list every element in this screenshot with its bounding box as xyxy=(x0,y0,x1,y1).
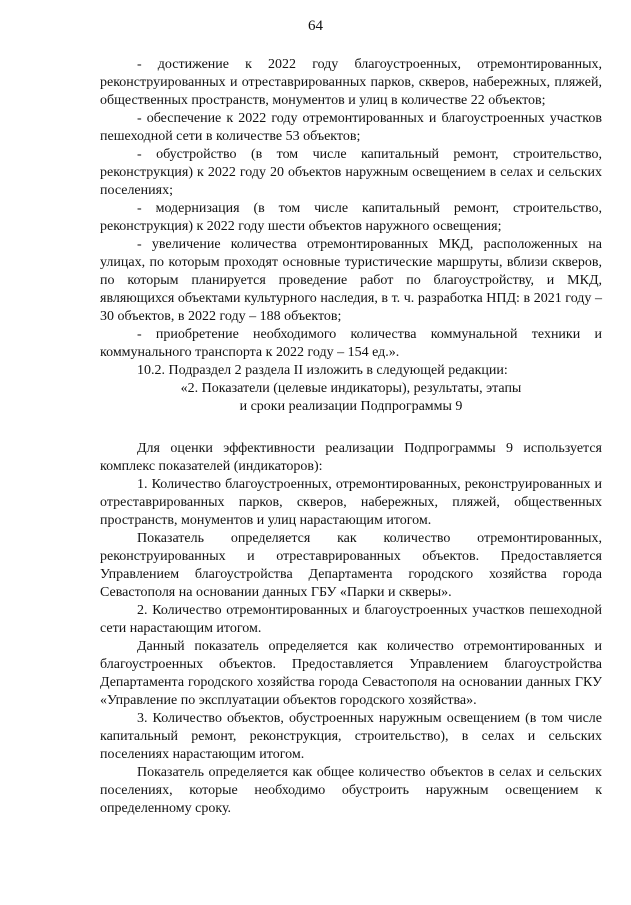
bullet-item: - достижение к 2022 году благоустроенных, отремонтированных, реконструированных и отреставрированных парков, скверов, набережных, пляжей, общественных пространств, монументов и улиц в количестве 22 объектов; xyxy=(100,57,602,108)
bullet-item: - приобретение необходимого количества коммунальной техники и коммунального транспорта к 2022 году – 154 ед.». xyxy=(100,327,602,360)
section-heading-line: и сроки реализации Подпрограммы 9 xyxy=(239,399,463,414)
indicator-description: Данный показатель определяется как количество отремонтированных и благоустроенных объектов. Предоставляется Управлением благоустройства Департамента городского хозяйства города Севастополя на основании данных ГКУ «Управление по эксплуатации объектов городского хозяйства». xyxy=(100,639,602,708)
bullet-item: - обеспечение к 2022 году отремонтированных и благоустроенных участков пешеходной сети в количестве 53 объектов; xyxy=(100,111,602,144)
section-heading xyxy=(100,380,602,416)
indicator-description: Показатель определяется как количество отремонтированных, реконструированных и отреставрированных объектов. Предоставляется Управлением благоустройства Департамента городского хозяйства города Севастополя на основании данных ГБУ «Парки и скверы». xyxy=(100,531,602,600)
page-number: 64 xyxy=(308,18,323,34)
amendment-paragraph: 10.2. Подраздел 2 раздела II изложить в следующей редакции: xyxy=(137,363,508,378)
intro-paragraph: Для оценки эффективности реализации Подпрограммы 9 используется комплекс показателей (индикаторов): xyxy=(100,441,602,474)
indicator-description: Показатель определяется как общее количество объектов в селах и сельских поселениях, которые необходимо обустроить наружным освещением к определенному сроку. xyxy=(100,765,602,816)
document-body xyxy=(100,56,602,818)
bullet-item: - обустройство (в том числе капитальный ремонт, строительство, реконструкция) к 2022 году 20 объектов наружным освещением в селах и сельских поселениях; xyxy=(100,147,602,198)
spacer xyxy=(100,416,602,440)
indicator-title: 3. Количество объектов, обустроенных наружным освещением (в том числе капитальный ремонт, реконструкция, строительство), в селах и сельских поселениях нарастающим итогом. xyxy=(100,711,602,762)
indicator-title: 2. Количество отремонтированных и благоустроенных участков пешеходной сети нарастающим итогом. xyxy=(100,603,602,636)
section-heading-line: «2. Показатели (целевые индикаторы), результаты, этапы xyxy=(180,381,522,396)
bullet-item: - увеличение количества отремонтированных МКД, расположенных на улицах, по которым проходят основные туристические маршруты, вблизи скверов, по которым планируется проведение работ по благоустройству, и МКД, являющихся объектами культурного наследия, в т. ч. разработка НПД: в 2021 году – 30 объектов, в 2022 году – 188 объектов; xyxy=(100,237,602,324)
indicator-title: 1. Количество благоустроенных, отремонтированных, реконструированных и отреставрированных парков, скверов, набережных, пляжей, общественных пространств, монументов и улиц нарастающим итогом. xyxy=(100,477,602,528)
bullet-item: - модернизация (в том числе капитальный ремонт, строительство, реконструкция) к 2022 году шести объектов наружного освещения; xyxy=(100,201,602,234)
